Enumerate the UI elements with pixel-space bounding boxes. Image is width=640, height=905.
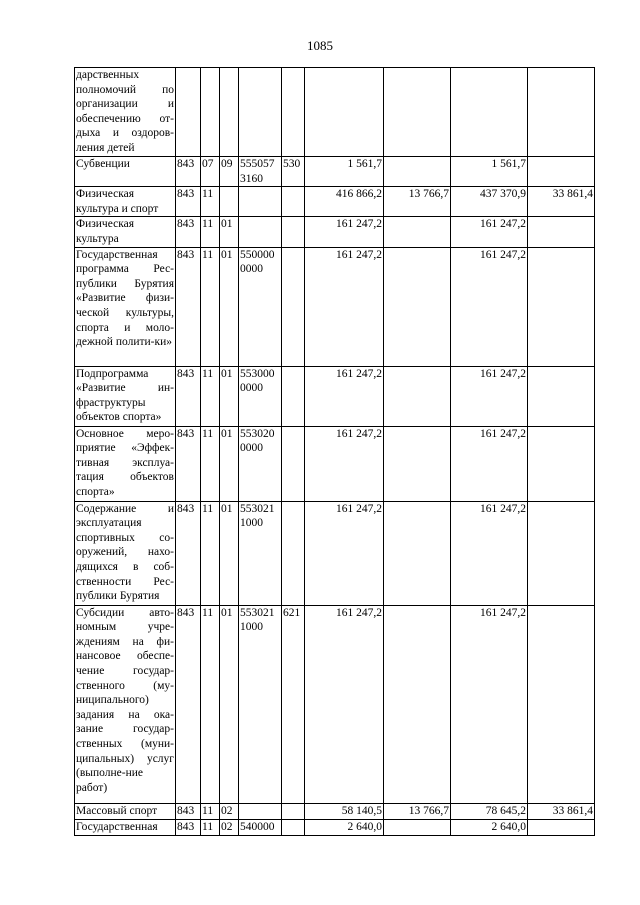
section-code: 11: [201, 217, 220, 247]
expense-type-code: [282, 426, 305, 501]
amount-1: 161 247,2: [305, 426, 384, 501]
row-name: Массовый спорт: [75, 803, 176, 819]
page-number: 1085: [307, 38, 333, 53]
subsection-code: 01: [220, 426, 239, 501]
amount-3: 161 247,2: [451, 605, 528, 803]
amount-1: 161 247,2: [305, 605, 384, 803]
target-article-code: 550000 0000: [239, 247, 282, 366]
expense-type-code: [282, 819, 305, 835]
amount-1: 161 247,2: [305, 247, 384, 366]
row-name: Содержание и эксплуатация спортивных со-оружений, нахо-дящихся в соб-ственности Рес-публики Бурятия: [75, 501, 176, 605]
amount-3: [451, 68, 528, 157]
amount-4: 33 861,4: [528, 187, 595, 217]
budget-table: [74, 67, 595, 836]
table-row: [75, 187, 595, 217]
subsection-code: 01: [220, 501, 239, 605]
amount-2: [384, 247, 451, 366]
target-article-code: 553021 1000: [239, 605, 282, 803]
amount-1: 2 640,0: [305, 819, 384, 835]
expense-type-code: [282, 187, 305, 217]
grbs-code: 843: [176, 605, 201, 803]
amount-2: [384, 68, 451, 157]
row-name: Подпрограмма «Развитие ин-фраструктуры объектов спорта»: [75, 366, 176, 426]
amount-3: 161 247,2: [451, 426, 528, 501]
expense-type-code: [282, 217, 305, 247]
amount-4: [528, 157, 595, 187]
amount-2: [384, 605, 451, 803]
expense-type-code: [282, 247, 305, 366]
amount-2: 13 766,7: [384, 187, 451, 217]
amount-2: [384, 426, 451, 501]
section-code: 11: [201, 366, 220, 426]
amount-4: [528, 247, 595, 366]
amount-2: [384, 157, 451, 187]
amount-2: [384, 217, 451, 247]
expense-type-code: 530: [282, 157, 305, 187]
amount-3: 437 370,9: [451, 187, 528, 217]
section-code: 11: [201, 819, 220, 835]
section-code: 11: [201, 247, 220, 366]
grbs-code: 843: [176, 426, 201, 501]
row-name: Субсидии авто-номным учре-ждениям на фи-нансовое обеспе-чение государ-ственного (му-ниципального) задания на ока-зание государ-ственных (муни-ципальных) услуг (выполне-ние работ): [75, 605, 176, 803]
amount-4: [528, 426, 595, 501]
amount-1: 58 140,5: [305, 803, 384, 819]
target-article-code: [239, 217, 282, 247]
table-row: [75, 217, 595, 247]
subsection-code: 01: [220, 247, 239, 366]
grbs-code: 843: [176, 217, 201, 247]
table-row: [75, 247, 595, 366]
subsection-code: 01: [220, 605, 239, 803]
table-row: [75, 803, 595, 819]
grbs-code: 843: [176, 501, 201, 605]
amount-3: 161 247,2: [451, 366, 528, 426]
grbs-code: 843: [176, 366, 201, 426]
section-code: 11: [201, 605, 220, 803]
amount-4: [528, 68, 595, 157]
amount-2: 13 766,7: [384, 803, 451, 819]
expense-type-code: [282, 366, 305, 426]
grbs-code: [176, 68, 201, 157]
amount-1: 1 561,7: [305, 157, 384, 187]
row-name: Субвенции: [75, 157, 176, 187]
amount-2: [384, 501, 451, 605]
target-article-code: 555057 3160: [239, 157, 282, 187]
target-article-code: [239, 187, 282, 217]
amount-3: 161 247,2: [451, 247, 528, 366]
amount-1: 416 866,2: [305, 187, 384, 217]
subsection-code: 01: [220, 217, 239, 247]
section-code: 11: [201, 803, 220, 819]
table-row: [75, 366, 595, 426]
section-code: 07: [201, 157, 220, 187]
grbs-code: 843: [176, 187, 201, 217]
amount-1: 161 247,2: [305, 217, 384, 247]
amount-4: [528, 366, 595, 426]
expense-type-code: [282, 501, 305, 605]
amount-1: [305, 68, 384, 157]
subsection-code: [220, 68, 239, 157]
section-code: 11: [201, 426, 220, 501]
amount-4: [528, 217, 595, 247]
amount-3: 161 247,2: [451, 217, 528, 247]
amount-4: [528, 501, 595, 605]
amount-4: 33 861,4: [528, 803, 595, 819]
target-article-code: 553020 0000: [239, 426, 282, 501]
amount-3: 161 247,2: [451, 501, 528, 605]
subsection-code: [220, 187, 239, 217]
grbs-code: 843: [176, 803, 201, 819]
target-article-code: 540000: [239, 819, 282, 835]
table-row: [75, 426, 595, 501]
row-name: Государственная программа Рес-публики Бурятия «Развитие физи-ческой культуры, спорта и моло-дежной полити-ки»: [75, 247, 176, 366]
table-row: [75, 501, 595, 605]
subsection-code: 02: [220, 803, 239, 819]
section-code: 11: [201, 501, 220, 605]
table-row: [75, 605, 595, 803]
amount-2: [384, 366, 451, 426]
expense-type-code: [282, 803, 305, 819]
amount-2: [384, 819, 451, 835]
row-name: Государственная: [75, 819, 176, 835]
section-code: [201, 68, 220, 157]
expense-type-code: [282, 68, 305, 157]
grbs-code: 843: [176, 247, 201, 366]
target-article-code: [239, 803, 282, 819]
amount-4: [528, 819, 595, 835]
table-row: [75, 68, 595, 157]
row-name: дарственных полномочий по организации и обеспечению от-дыха и оздоров-ления детей: [75, 68, 176, 157]
subsection-code: 01: [220, 366, 239, 426]
amount-3: 2 640,0: [451, 819, 528, 835]
row-name: Физическая культура: [75, 217, 176, 247]
row-name: Основное меро-приятие «Эффек-тивная эксплуа-тация объектов спорта»: [75, 426, 176, 501]
target-article-code: 553000 0000: [239, 366, 282, 426]
expense-type-code: 621: [282, 605, 305, 803]
target-article-code: 553021 1000: [239, 501, 282, 605]
amount-4: [528, 605, 595, 803]
amount-3: 1 561,7: [451, 157, 528, 187]
row-name: Физическая культура и спорт: [75, 187, 176, 217]
amount-3: 78 645,2: [451, 803, 528, 819]
section-code: 11: [201, 187, 220, 217]
grbs-code: 843: [176, 819, 201, 835]
table-row: [75, 157, 595, 187]
target-article-code: [239, 68, 282, 157]
subsection-code: 09: [220, 157, 239, 187]
table-row: [75, 819, 595, 835]
amount-1: 161 247,2: [305, 366, 384, 426]
amount-1: 161 247,2: [305, 501, 384, 605]
grbs-code: 843: [176, 157, 201, 187]
subsection-code: 02: [220, 819, 239, 835]
